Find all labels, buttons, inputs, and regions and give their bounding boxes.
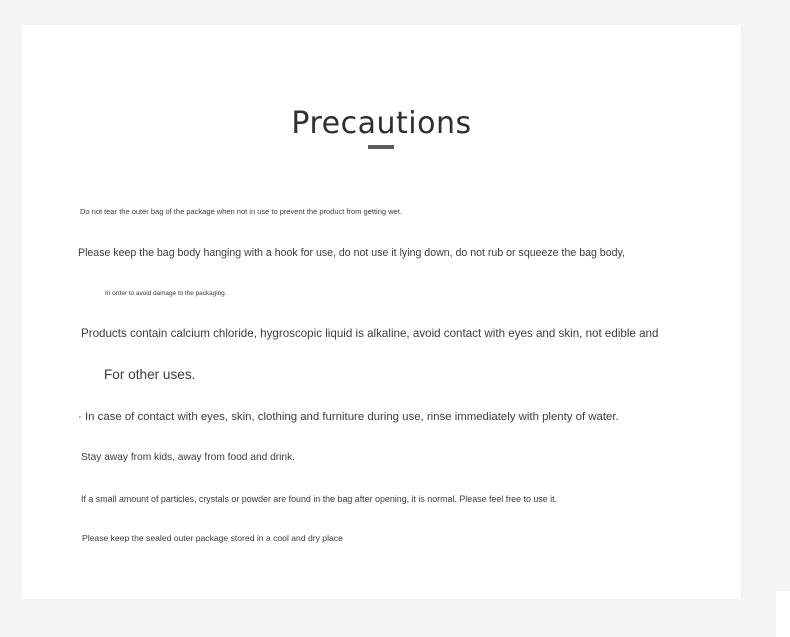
precaution-item-6: · In case of contact with eyes, skin, clothing and furniture during use, rinse immediately with plenty of water. bbox=[78, 411, 619, 423]
precautions-card bbox=[22, 25, 741, 599]
precaution-item-4: Products contain calcium chloride, hygroscopic liquid is alkaline, avoid contact with eyes and skin, not edible and bbox=[81, 327, 659, 340]
adjacent-panel-edge bbox=[776, 591, 790, 637]
precaution-item-1: Do not tear the outer bag of the package when not in use to prevent the product from getting wet. bbox=[80, 207, 402, 216]
page-title: Precautions bbox=[291, 106, 472, 141]
precaution-item-5: For other uses. bbox=[104, 367, 196, 382]
precaution-item-7: Stay away from kids, away from food and drink. bbox=[81, 452, 296, 463]
title-divider bbox=[368, 145, 394, 149]
precaution-item-8: If a small amount of particles, crystals or powder are found in the bag after opening, it is normal. Please feel free to use it. bbox=[81, 494, 558, 504]
precaution-item-3: In order to avoid damage to the packaging. bbox=[105, 290, 227, 297]
precaution-item-2: Please keep the bag body hanging with a hook for use, do not use it lying down, do not rub or squeeze the bag body, bbox=[78, 247, 625, 259]
precaution-item-9: Please keep the sealed outer package stored in a cool and dry place bbox=[82, 533, 343, 543]
